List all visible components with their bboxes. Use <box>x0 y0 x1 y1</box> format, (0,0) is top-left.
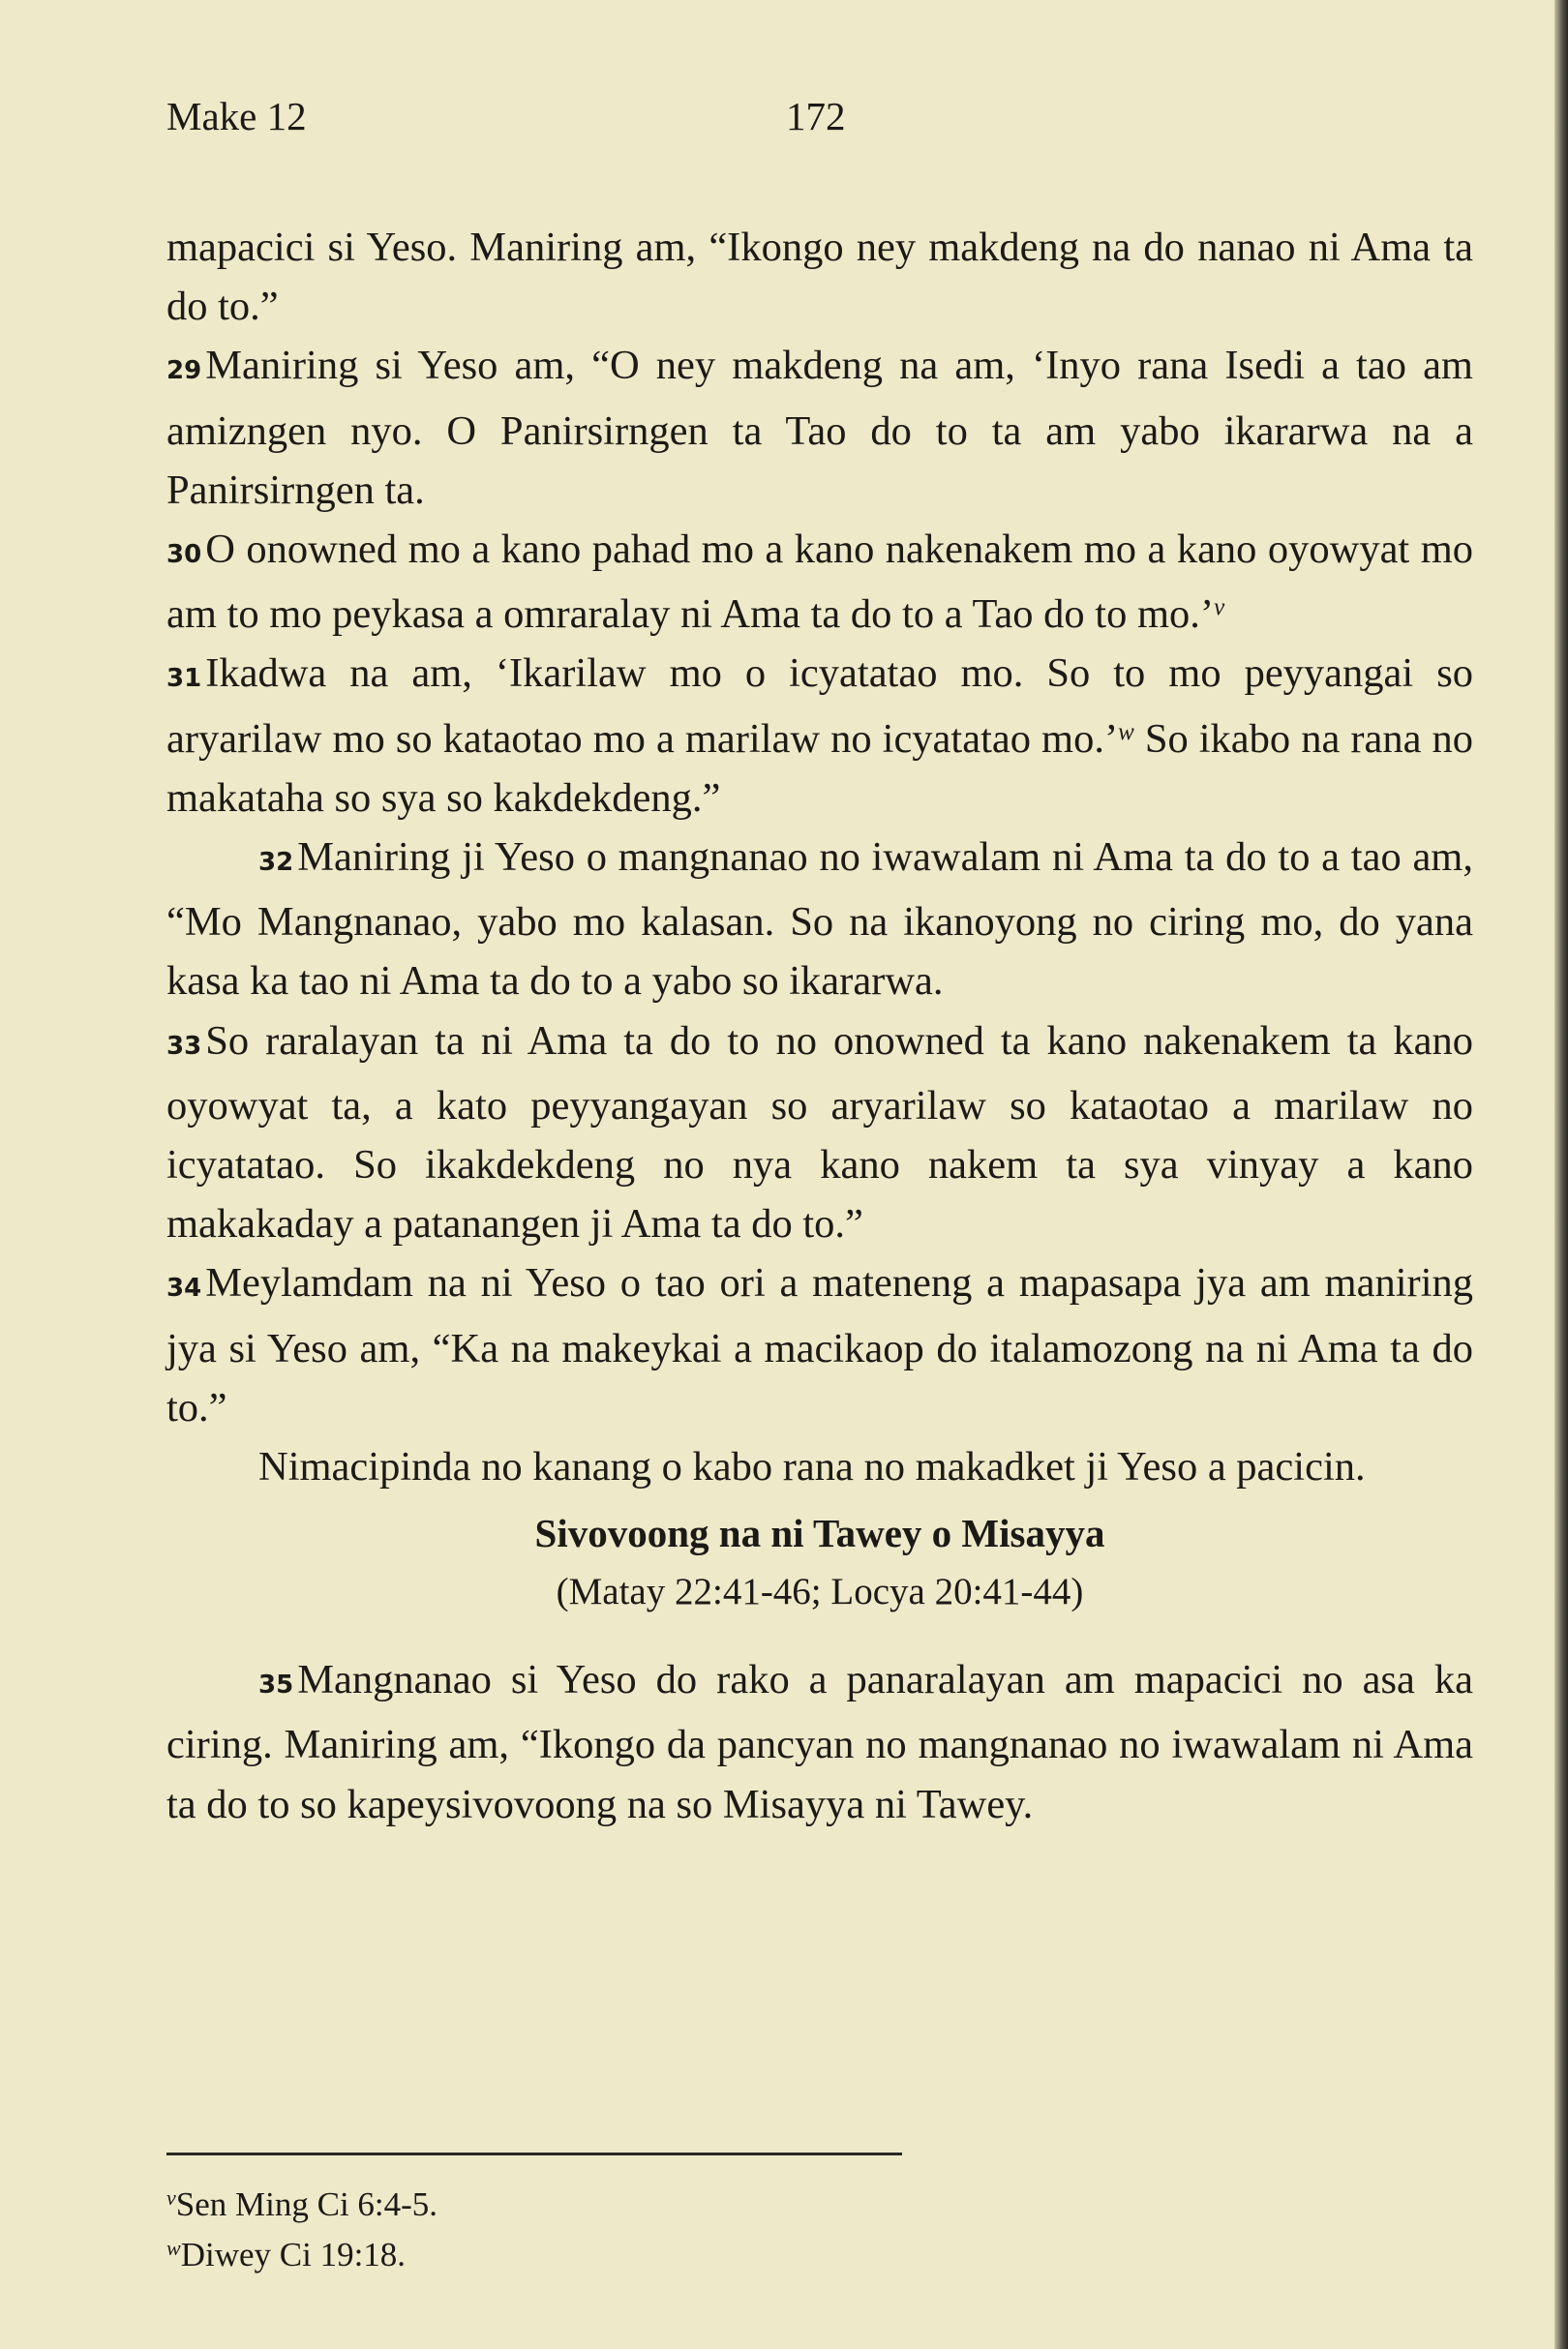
footnote-item <box>166 2230 1038 2280</box>
page-edge <box>1554 0 1568 2349</box>
paragraph-text: mapacici si Yeso. Maniring am, “Ikongo ney makdeng na do nanao ni Ama ta do to.” <box>166 225 1473 330</box>
footnote-text: Diwey Ci 19:18. <box>180 2236 407 2274</box>
footnote-text: Sen Ming Ci 6:4-5. <box>175 2185 438 2223</box>
verse-35 <box>166 1650 1473 1834</box>
page-body <box>166 218 1473 1834</box>
verse-34 <box>166 1253 1473 1437</box>
section-cross-reference: (Matay 22:41-46; Locya 20:41-44) <box>556 1571 1084 1613</box>
section-heading: Sivovoong na ni Tawey o Misayya <box>534 1511 1105 1556</box>
paragraph-nimacipinda <box>166 1437 1473 1496</box>
verse-number: 29 <box>166 356 202 386</box>
footnote-mark: v <box>166 2185 176 2210</box>
footnote-item <box>166 2180 1038 2230</box>
verse-32 <box>166 828 1473 1011</box>
verse-number: 30 <box>166 540 202 570</box>
verse-text: Mangnanao si Yeso do rako a panaralayan am mapacici no asa ka ciring. Maniring am, “Ikongo da pancyan no mangnanao no iwawalam ni Ama ta do to so kapeysivovoong na so Misayya ni Tawey. <box>166 1657 1473 1827</box>
verse-33 <box>166 1011 1473 1254</box>
paragraph-text: Nimacipinda no kanang o kabo rana no makadket ji Yeso a pacicin. <box>258 1444 1366 1491</box>
footnotes <box>166 2180 1038 2280</box>
verse-text: Maniring ji Yeso o mangnanao no iwawalam ni Ama ta do to a tao am, “Mo Mangnanao, yabo mo kalasan. So na ikanoyong no ciring mo, do yana kasa ka tao ni Ama ta do to a yabo so ikararwa. <box>166 834 1473 1005</box>
verse-29 <box>166 336 1473 520</box>
verse-31 <box>166 644 1473 828</box>
verse-number: 34 <box>166 1274 202 1304</box>
verse-number: 32 <box>258 848 294 878</box>
verse-30 <box>166 520 1473 644</box>
verse-number: 33 <box>166 1031 202 1061</box>
verse-text-cont: So ikabo na rana no makataha so sya so kakdekdeng.” <box>166 715 1473 821</box>
verse-text: Maniring si Yeso am, “O ney makdeng na am, ‘Inyo rana Isedi a tao am amizngen nyo. O Panirsirngen ta Tao do to ta am yabo ikararwa na a Panirsirngen ta. <box>166 343 1473 513</box>
book-chapter-heading: Make 12 <box>166 94 307 138</box>
verse-text: O onowned mo a kano pahad mo a kano nakenakem mo a kano oyowyat mo am to mo peykasa a omraralay ni Ama ta do to a Tao do to mo.’ <box>166 527 1473 638</box>
page-number: 172 <box>786 94 846 138</box>
verse-text: Ikadwa na am, ‘Ikarilaw mo o icyatatao mo. So to mo peyyangai so aryarilaw mo so kataotao mo a marilaw no icyatatao mo.’ <box>166 650 1473 762</box>
verse-number: 35 <box>258 1671 294 1701</box>
verse-text: Meylamdam na ni Yeso o tao ori a mateneng a mapasapa jya am maniring jya si Yeso am, “Ka na makeykai a macikaop do italamozong na ni Ama ta do to.” <box>166 1260 1473 1430</box>
verse-text: So raralayan ta ni Ama ta do to no onowned ta kano nakenakem ta kano oyowyat ta, a kato peyyangayan so aryarilaw so kataotao a marilaw no icyatatao. So ikakdekdeng no nya kano nakem ta sya vinyay a kano makakaday a patanangen ji Ama ta do to.” <box>166 1017 1473 1248</box>
footnote-ref[interactable]: w <box>1118 718 1134 745</box>
footnote-ref[interactable]: v <box>1214 594 1225 621</box>
verse-number: 31 <box>166 664 202 694</box>
footnote-divider <box>166 2153 902 2155</box>
footnote-mark: w <box>166 2236 181 2260</box>
paragraph-continued <box>166 218 1473 336</box>
running-header <box>166 93 1473 151</box>
